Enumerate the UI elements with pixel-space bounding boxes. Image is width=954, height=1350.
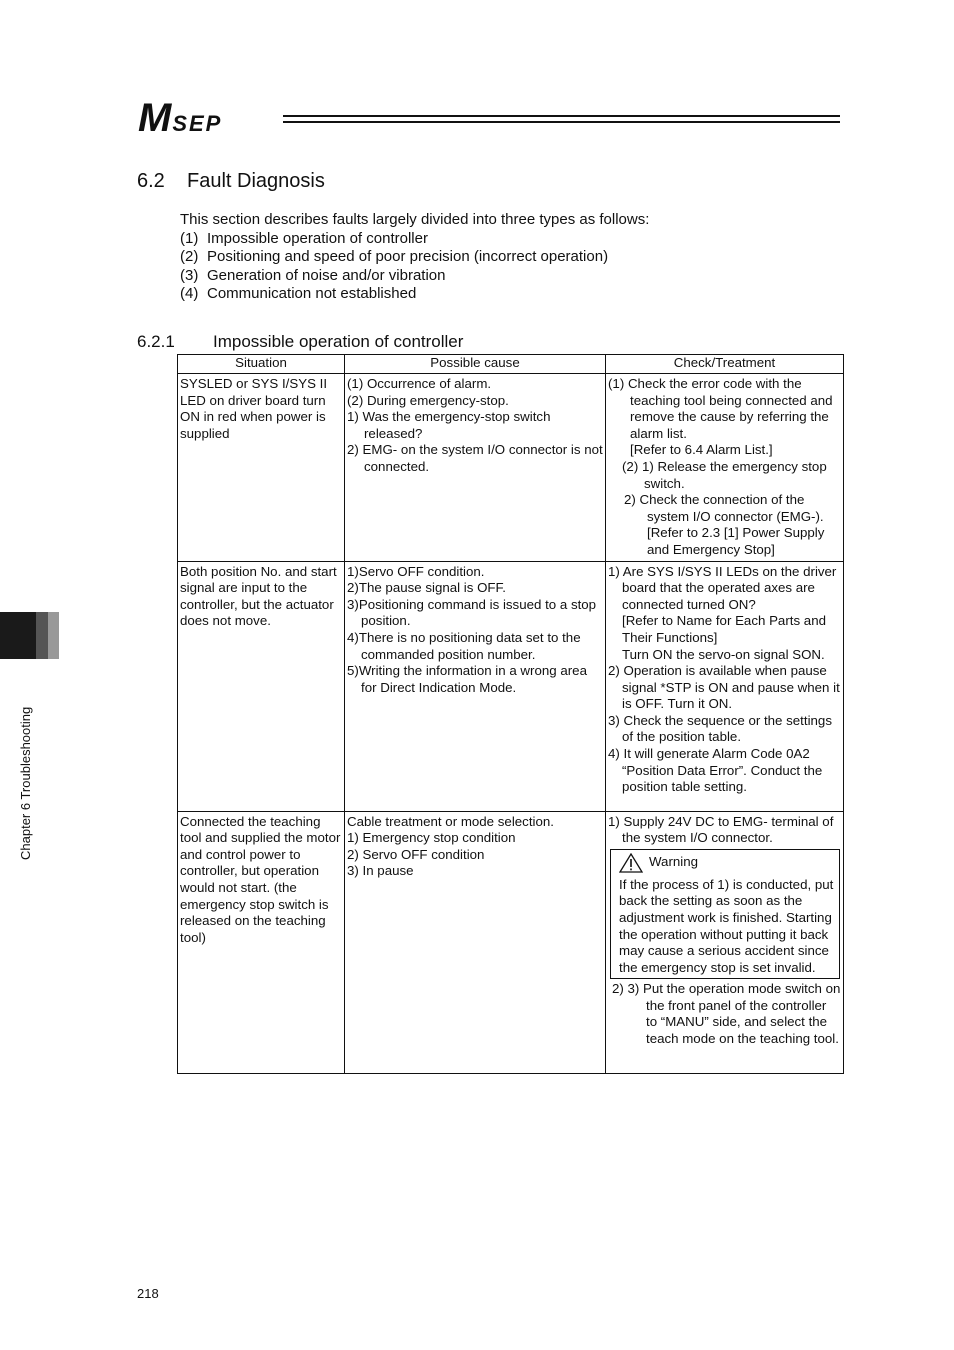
chapter-tab-dark [0,612,36,659]
logo-sep: SEP [172,111,223,136]
situation-cell: SYSLED or SYS I/SYS II LED on driver board turn ON in red when power is supplied [178,374,345,562]
table-row [178,374,844,562]
table-row [178,561,844,811]
chapter-label: Chapter 6 Troubleshooting [18,706,33,860]
page-number: 218 [137,1286,159,1301]
warning-title: Warning [649,854,699,870]
section-heading [137,170,325,193]
list-item: (3) Generation of noise and/or vibration [180,266,446,284]
treatment-cell: 1) Supply 24V DC to EMG- terminal of the system I/O connector. Warning If the process of 1) is conducted, put back the setting as soon as the adjustment work is finished. Starting the operation without putting it back may cause a serious accident since the emergency stop is set invalid. 2) 3) Put the operation mode switch on the front panel of the controller to “MANU” side, and select the teach mode on the teaching tool. [606,811,844,1073]
intro-block [180,211,649,304]
subsection-title: Impossible operation of controller [213,332,464,351]
situation-cell: Connected the teaching tool and supplied the motor and control power to controller, but operation would not start. (the emergency stop switch is released on the teaching tool) [178,811,345,1073]
header-possible-cause: Possible cause [345,355,606,374]
header-situation: Situation [178,355,345,374]
cause-cell: Cable treatment or mode selection. 1) Emergency stop condition 2) Servo OFF condition 3) In pause [345,811,606,1073]
subsection-number: 6.2.1 [137,332,175,351]
brand-logo [138,96,222,141]
header-check-treatment: Check/Treatment [606,355,844,374]
warning-icon [619,853,643,873]
warning-box [610,849,840,980]
situation-cell: Both position No. and start signal are input to the controller, but the actuator does not move. [178,561,345,811]
table-header-row [178,355,844,374]
treatment-cell: (1) Check the error code with the teaching tool being connected and remove the cause by referring the alarm list. [Refer to 6.4 Alarm List.] (2) 1) Release the emergency stop switch. 2) Check the connection of the system I/O connector (EMG-). [Refer to 2.3 [1] Power Supply and Emergency Stop] [606,374,844,562]
cause-cell: 1)Servo OFF condition. 2)The pause signal is OFF. 3)Positioning command is issued to a stop position. 4)There is no positioning data set to the commanded position number. 5)Writing the information in a wrong area for Direct Indication Mode. [345,561,606,811]
warning-text: If the process of 1) is conducted, put back the setting as soon as the adjustment work is finished. Starting the operation without putting it back may cause a serious accident since the emergency stop is set invalid. [619,876,834,975]
fault-table [177,354,844,1074]
intro-text: This section describes faults largely divided into three types as follows: [180,211,650,228]
subsection-heading [137,332,463,352]
treatment-cell: 1) Are SYS I/SYS II LEDs on the driver board that the operated axes are connected turned ON? [Refer to Name for Each Parts and Their Functions] Turn ON the servo-on signal SON. 2) Operation is available when pause signal *STP is ON and pause when it is OFF. Turn it ON. 3) Check the sequence or the settings of the position table. 4) It will generate Alarm Code 0A2 “Position Data Error”. Conduct the position table setting. [606,561,844,811]
logo-m: M [138,96,171,140]
table-row [178,811,844,1073]
chapter-tab-light [48,612,59,659]
list-item: (4) Communication not established [180,285,417,302]
list-item: (1) Impossible operation of controller [180,229,428,247]
section-title: Fault Diagnosis [187,170,325,192]
header-rule-top [283,115,840,117]
section-number: 6.2 [137,170,165,192]
header-rule-bottom [283,121,840,123]
cause-cell: (1) Occurrence of alarm. (2) During emergency-stop. 1) Was the emergency-stop switch released? 2) EMG- on the system I/O connector is not connected. [345,374,606,562]
list-item: (2) Positioning and speed of poor precision (incorrect operation) [180,248,609,265]
chapter-tab-mid [36,612,48,659]
